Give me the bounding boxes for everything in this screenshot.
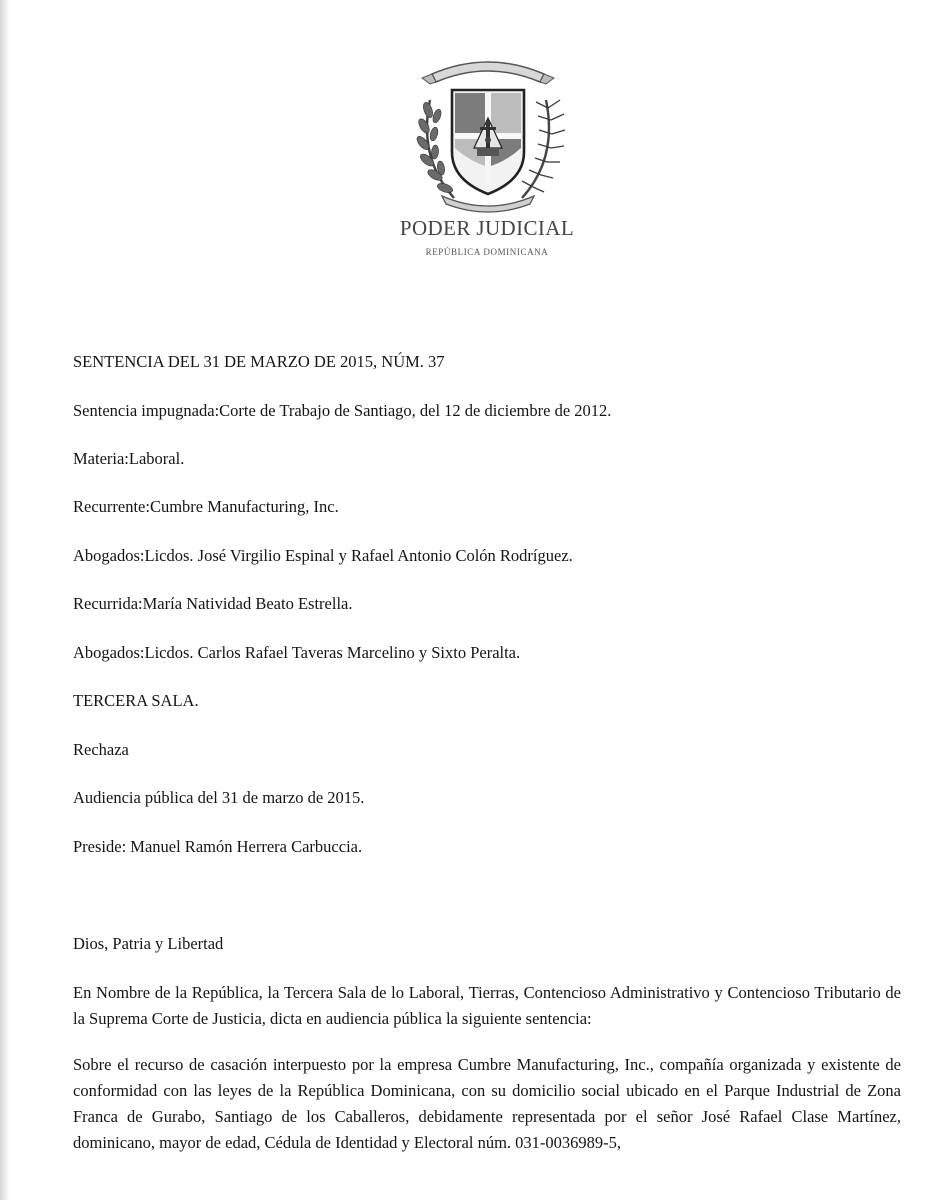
field-recurrida: Recurrida:María Natividad Beato Estrella. — [73, 594, 353, 613]
document-heading: SENTENCIA DEL 31 DE MARZO DE 2015, NÚM. 37 — [73, 352, 445, 371]
coat-of-arms-logo — [408, 48, 568, 213]
field-preside: Preside: Manuel Ramón Herrera Carbuccia. — [73, 837, 363, 856]
document-page — [12, 0, 944, 1200]
field-sentencia-impugnada: Sentencia impugnada:Corte de Trabajo de Santiago, del 12 de diciembre de 2012. — [73, 401, 612, 420]
field-decision: Rechaza — [73, 740, 129, 759]
motto: Dios, Patria y Libertad — [73, 934, 224, 953]
field-recurrente: Recurrente:Cumbre Manufacturing, Inc. — [73, 497, 339, 516]
brand-title: PODER JUDICIAL — [399, 216, 575, 240]
field-audiencia: Audiencia pública del 31 de marzo de 2015. — [73, 788, 365, 807]
brand-subtitle: REPÚBLICA DOMINICANA — [425, 247, 549, 257]
field-sala: TERCERA SALA. — [73, 691, 199, 710]
field-abogados-recurrida: Abogados:Licdos. Carlos Rafael Taveras Marcelino y Sixto Peralta. — [73, 643, 521, 662]
field-materia: Materia:Laboral. — [73, 449, 185, 468]
paragraph-intro: En Nombre de la República, la Tercera Sala de lo Laboral, Tierras, Contencioso Administrativo y Contencioso Tributario de la Suprema Corte de Justicia, dicta en audiencia pública la siguiente sentencia: — [73, 983, 901, 1028]
field-abogados-recurrente: Abogados:Licdos. José Virgilio Espinal y Rafael Antonio Colón Rodríguez. — [73, 546, 573, 565]
page-edge-shadow — [0, 0, 10, 1200]
paragraph-recurso: Sobre el recurso de casación interpuesto por la empresa Cumbre Manufacturing, Inc., compañía organizada y existente de conformidad con las leyes de la República Dominicana, con su domicilio social ubicado en el Parque Industrial de Zona Franca de Gurabo, Santiago de los Caballeros, debidamente representada por el señor José Rafael Clase Martínez, dominicano, mayor de edad, Cédula de Identidad y Electoral núm. 031-0036989-5, — [73, 1055, 901, 1152]
